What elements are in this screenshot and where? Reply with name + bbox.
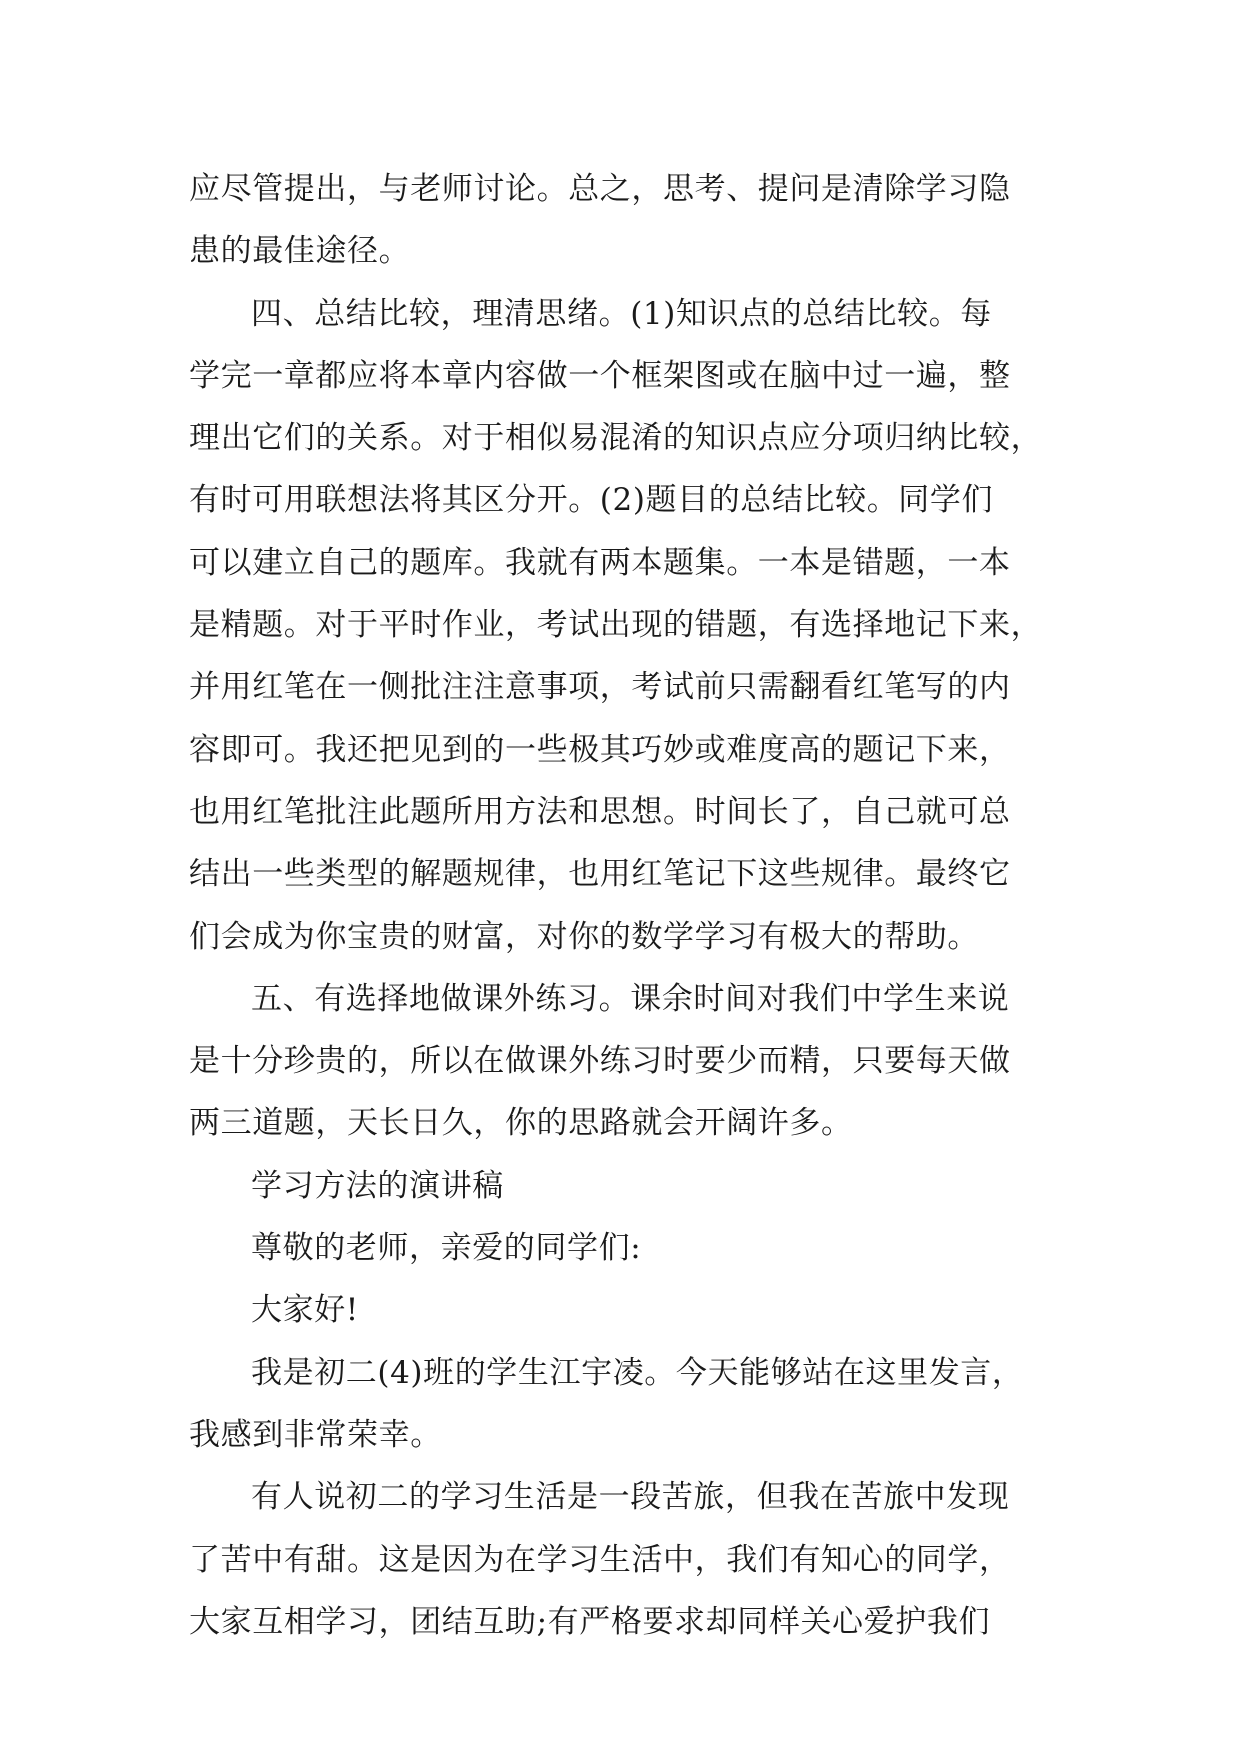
text-line: 我感到非常荣幸。 — [189, 1416, 442, 1453]
text-line: 两三道题，天长日久，你的思路就会开阔许多。 — [189, 1105, 853, 1142]
text-line: 结出一些类型的解题规律，也用红笔记下这些规律。最终它 — [189, 856, 1011, 893]
text-line: 并用红笔在一侧批注注意事项，考试前只需翻看红笔写的内 — [189, 669, 1011, 706]
text-line: 大家互相学习，团结互助;有严格要求却同样关心爱护我们 — [189, 1603, 991, 1640]
text-line: 五、有选择地做课外练习。课余时间对我们中学生来说 — [251, 980, 1010, 1017]
text-line: 四、总结比较，理清思绪。(1)知识点的总结比较。每 — [251, 295, 992, 332]
text-line: 也用红笔批注此题所用方法和思想。时间长了，自己就可总 — [189, 793, 1011, 830]
greeting: 大家好! — [251, 1292, 359, 1329]
text-line: 理出它们的关系。对于相似易混淆的知识点应分项归纳比较， — [189, 420, 1043, 457]
text-line: 有人说初二的学习生活是一段苦旅，但我在苦旅中发现 — [251, 1479, 1010, 1516]
text-line: 可以建立自己的题库。我就有两本题集。一本是错题，一本 — [189, 544, 1011, 581]
text-line: 我是初二(4)班的学生江宇凌。今天能够站在这里发言， — [251, 1354, 1024, 1391]
salutation: 尊敬的老师，亲爱的同学们: — [251, 1230, 642, 1267]
document-body — [189, 158, 1059, 1653]
text-line: 们会成为你宝贵的财富，对你的数学学习有极大的帮助。 — [189, 918, 979, 955]
text-line: 了苦中有甜。这是因为在学习生活中，我们有知心的同学， — [189, 1541, 1011, 1578]
text-line: 有时可用联想法将其区分开。(2)题目的总结比较。同学们 — [189, 482, 994, 519]
text-line: 应尽管提出，与老师讨论。总之，思考、提问是清除学习隐 — [189, 171, 1011, 207]
text-line: 患的最佳途径。 — [189, 233, 411, 270]
text-line: 是精题。对于平时作业，考试出现的错题，有选择地记下来， — [189, 607, 1043, 644]
text-line: 容即可。我还把见到的一些极其巧妙或难度高的题记下来， — [189, 731, 1011, 768]
speech-title: 学习方法的演讲稿 — [251, 1167, 504, 1204]
text-line: 是十分珍贵的，所以在做课外练习时要少而精，只要每天做 — [189, 1043, 1011, 1080]
text-line: 学完一章都应将本章内容做一个框架图或在脑中过一遍，整 — [189, 357, 1011, 394]
